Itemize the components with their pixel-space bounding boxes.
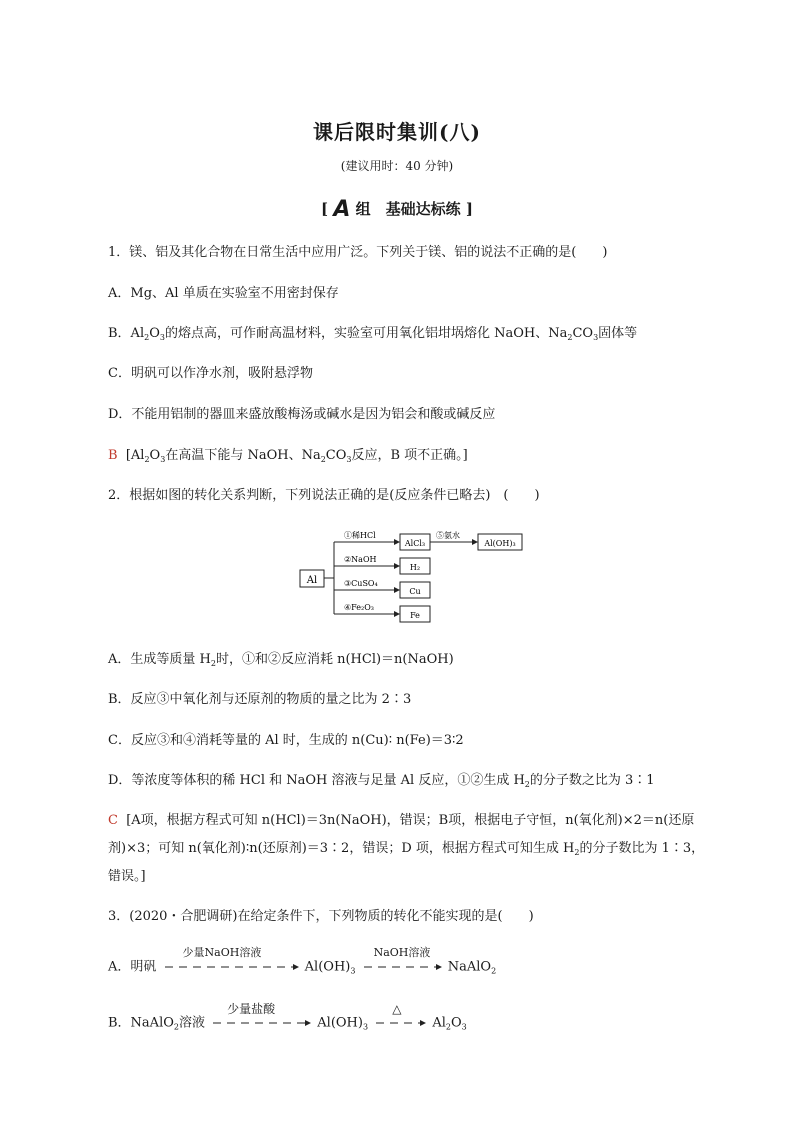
q2-answer-line2: 剂)×3；可知 n(氧化剂)∶n(还原剂)＝3∶2，错误；D 项，根据方程式可知生成 $H_2$的分子数比为 1∶3，: [108, 841, 705, 857]
q3-a-cond1: 少量NaOH溶液: [182, 946, 262, 959]
q1-answer: B [$Al_2O_3$在高温下能与 NaOH、$Na_2CO_3$反应，B 项不正确。]: [108, 448, 468, 464]
group-bracket-right: ]: [465, 200, 473, 218]
q2-stem: 2．根据如图的转化关系判断，下列说法正确的是(反应条件已略去) ( ): [108, 488, 540, 503]
page-title: 课后限时集训(八): [313, 120, 481, 144]
reagent-5: ⑤氨水: [436, 531, 460, 540]
q1-option-d: D．不能用铝制的器皿来盛放酸梅汤或碱水是因为铝会和酸或碱反应: [108, 407, 496, 422]
reagent-2: ②NaOH: [344, 555, 377, 564]
product-aloh3: Al(OH)₃: [484, 539, 516, 548]
q3-a-cond2: NaOH溶液: [373, 946, 431, 959]
q1-option-a: A．Mg、Al 单质在实验室不用密封保存: [108, 286, 339, 301]
group-label: 组 基础达标练: [355, 200, 461, 218]
q2-answer-line1: C [A项，根据方程式可知 n(HCl)＝3n(NaOH)，错误；B项，根据电子守恒，n(氧化剂)×2＝n(还原: [108, 813, 695, 828]
q2-option-d: D．等浓度等体积的稀 HCl 和 NaOH 溶液与足量 Al 反应，①②生成 $H_2$的分子数之比为 3∶1: [108, 773, 655, 789]
q2-option-c: C．反应③和④消耗等量的 Al 时，生成的 n(Cu)∶ n(Fe)＝3∶2: [108, 733, 464, 748]
product-cu: Cu: [409, 587, 421, 596]
label-al: Al: [306, 575, 318, 586]
product-alcl3: AlCl₃: [404, 539, 426, 548]
q2-answer-line3: 错误。]: [108, 869, 146, 884]
q3-stem: 3．(2020・合肥调研)在给定条件下，下列物质的转化不能实现的是( ): [108, 909, 534, 924]
q1-option-b: B．$Al_2O_3$的熔点高，可作耐高温材料，实验室可用氧化铝坩埚熔化 NaOH、$Na_2CO_3$固体等: [108, 326, 638, 342]
q3-b-cond1: 少量盐酸: [227, 1002, 276, 1016]
q2-option-a: A．生成等质量 $H_2$时，①和②反应消耗 n(HCl)＝n(NaOH): [108, 652, 454, 668]
reagent-1: ①稀HCl: [344, 531, 376, 540]
q1-answer-letter: B: [108, 448, 118, 463]
q1-option-c: C．明矾可以作净水剂，吸附悬浮物: [108, 366, 313, 381]
q3-b-cond2: △: [392, 1002, 402, 1016]
q1-stem: 1．镁、铝及其化合物在日常生活中应用广泛。下列关于镁、铝的说法不正确的是( ): [108, 245, 608, 260]
conversion-diagram: [298, 526, 528, 632]
q2-option-b: B．反应③中氧化剂与还原剂的物质的量之比为 2∶3: [108, 692, 412, 707]
q3-option-b: B．NaAlO$_2$溶液 少量盐酸 $Al(OH)_3$ △ $Al_2O_3$: [108, 1002, 467, 1032]
q3-option-a: A．明矾 少量NaOH溶液 $Al(OH)_3$ NaOH溶液 NaAlO$_2$: [108, 946, 497, 976]
reagent-4: ④Fe₂O₃: [344, 603, 374, 612]
reagent-3: ③CuSO₄: [344, 579, 378, 588]
group-bracket-left: [: [321, 200, 329, 218]
product-h2: H₂: [409, 563, 421, 572]
q2-answer-letter: C: [108, 813, 118, 828]
suggested-time: (建议用时：40 分钟): [340, 159, 454, 173]
group-letter: A: [333, 197, 351, 222]
group-heading: [0, 197, 794, 222]
product-fe: Fe: [410, 611, 420, 620]
